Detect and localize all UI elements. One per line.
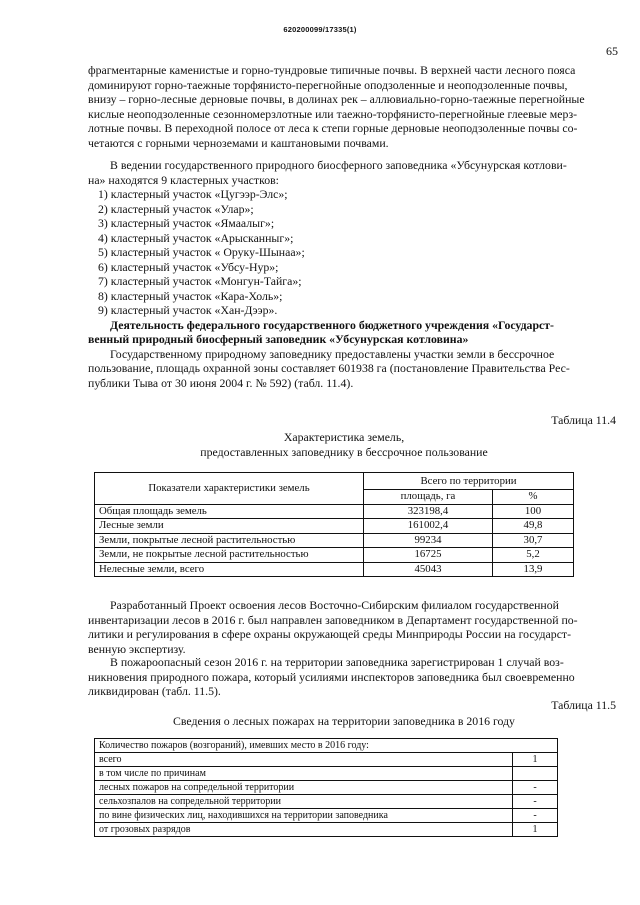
row-area: 161002,4 [364, 519, 493, 534]
text-line: лотные почвы. В переходной полосе от леса к степи горные дерновые неоподзоленные почвы со- [88, 121, 578, 135]
row-name: всего [95, 753, 513, 767]
document-number: 620200099/17335(1) [283, 25, 357, 34]
column-header: площадь, га [364, 490, 493, 505]
soil-paragraph [88, 63, 600, 150]
table-row [95, 562, 574, 577]
text-line: В пожароопасный сезон 2016 г. на территории заповедника зарегистрирован 1 случай воз- [110, 655, 564, 669]
text-line: В ведении государственного природного биосферного заповедника «Убсунурская котлови- [110, 158, 567, 172]
row-name: сельхозпалов на сопредельной территории [95, 795, 513, 809]
table-header: Количество пожаров (возгораний), имевших место в 2016 году: [95, 739, 558, 753]
list-item: 6) кластерный участок «Убсу-Нур»; [98, 259, 279, 274]
text-line: ликвидирован (табл. 11.5). [88, 684, 221, 698]
row-area: 16725 [364, 548, 493, 563]
text-line: инвентаризации лесов в 2016 г. был направлен заповедником в Департамент государственной по- [88, 612, 578, 627]
table-row [95, 795, 558, 809]
table-row [95, 504, 574, 519]
column-group-header: Всего по территории [364, 473, 574, 490]
text-line: доминируют горно-таежные торфянисто-перегнойные оподзоленные и неоподзоленные почвы, [88, 77, 568, 92]
list-item: 5) кластерный участок « Оруку-Шынаа»; [98, 245, 305, 259]
section-heading: венный природный биосферный заповедник «Убсунурская котловина» [88, 332, 469, 346]
column-header: Показатели характеристики земель [95, 473, 364, 505]
row-percent: 13,9 [493, 562, 574, 577]
list-item: 7) кластерный участок «Монгун-Тайга»; [98, 274, 302, 288]
table-row [95, 548, 574, 563]
table-row [95, 519, 574, 534]
table-row [95, 767, 558, 781]
text-line: Разработанный Проект освоения лесов Восточно-Сибирским филиалом государственной [110, 598, 559, 612]
text-line: на» находятся 9 кластерных участков: [88, 172, 279, 187]
row-value: 1 [513, 753, 558, 767]
row-value: - [513, 795, 558, 809]
table-caption: Сведения о лесных пожарах на территории заповедника в 2016 году [173, 714, 515, 728]
row-area: 45043 [364, 562, 493, 577]
row-value: 1 [513, 823, 558, 837]
table-caption [88, 430, 600, 460]
text-line: четаются с горными черноземами и каштановыми почвами. [88, 135, 389, 150]
row-name: Земли, покрытые лесной растительностью [95, 533, 364, 548]
text-line: кислые неоподзоленные сезонномерзлотные или таежно-торфянисто-перегнойные глеевые мерз- [88, 106, 578, 121]
cluster-section [88, 158, 600, 390]
caption-line: Характеристика земель, [283, 430, 405, 444]
row-name: Нелесные земли, всего [95, 562, 364, 577]
text-line: внизу – горно-лесные дерновые почвы, в долинах рек – аллювиально-горно-таежные перегнойные [88, 92, 585, 106]
text-line: литики и регулирования в сфере охраны окружающей среды Минприроды России на государст- [88, 627, 572, 641]
row-name: Общая площадь земель [95, 504, 364, 519]
list-item: 1) кластерный участок «Цугээр-Элс»; [98, 187, 288, 201]
row-percent: 100 [493, 504, 574, 519]
list-item: 2) кластерный участок «Улар»; [98, 201, 254, 216]
text-line: никновения природного пожара, который усилиями инспекторов заповедника был своевременно [88, 669, 575, 684]
fires-table [94, 738, 558, 837]
caption-line: предоставленных заповеднику в бессрочное пользование [200, 445, 488, 459]
list-item: 8) кластерный участок «Кара-Холь»; [98, 288, 283, 303]
list-item: 3) кластерный участок «Ямаалыг»; [98, 216, 275, 230]
row-name: Земли, не покрытые лесной растительностью [95, 548, 364, 563]
table-row [95, 823, 558, 837]
text-line: фрагментарные каменистые и горно-тундровые типичные почвы. В верхней части лесного пояса [88, 63, 576, 77]
table-label: Таблица 11.4 [551, 413, 616, 427]
text-line: Государственному природному заповеднику предоставлены участки земли в бессрочное [110, 346, 555, 361]
row-percent: 5,2 [493, 548, 574, 563]
row-percent: 49,8 [493, 519, 574, 534]
row-name: Лесные земли [95, 519, 364, 534]
row-name: от грозовых разрядов [95, 823, 513, 837]
land-table [94, 472, 574, 577]
fire-season-paragraph [88, 655, 600, 699]
row-name: в том числе по причинам [95, 767, 513, 781]
page-number: 65 [606, 44, 618, 58]
row-value: - [513, 809, 558, 823]
table-label: Таблица 11.5 [551, 698, 616, 712]
table-row [95, 809, 558, 823]
column-header: % [493, 490, 574, 505]
forest-project-paragraph [88, 598, 600, 656]
row-name: лесных пожаров на сопредельной территории [95, 781, 513, 795]
list-item: 9) кластерный участок «Хан-Дээр». [98, 303, 278, 317]
row-value: - [513, 781, 558, 795]
table-row [95, 533, 574, 548]
table-row [95, 753, 558, 767]
row-area: 99234 [364, 533, 493, 548]
row-name: по вине физических лиц, находившихся на территории заповедника [95, 809, 513, 823]
list-item: 4) кластерный участок «Арысканныг»; [98, 230, 294, 245]
row-area: 323198,4 [364, 504, 493, 519]
text-line: публики Тыва от 30 июня 2004 г. № 592) (табл. 11.4). [88, 375, 354, 390]
section-heading: Деятельность федерального государственного бюджетного учреждения «Государст- [110, 317, 554, 332]
row-percent: 30,7 [493, 533, 574, 548]
table-row [95, 781, 558, 795]
text-line: пользование, площадь охранной зоны составляет 601938 га (постановление Правительства Рес- [88, 361, 570, 375]
row-value [513, 767, 558, 781]
text-line: венную экспертизу. [88, 641, 186, 656]
